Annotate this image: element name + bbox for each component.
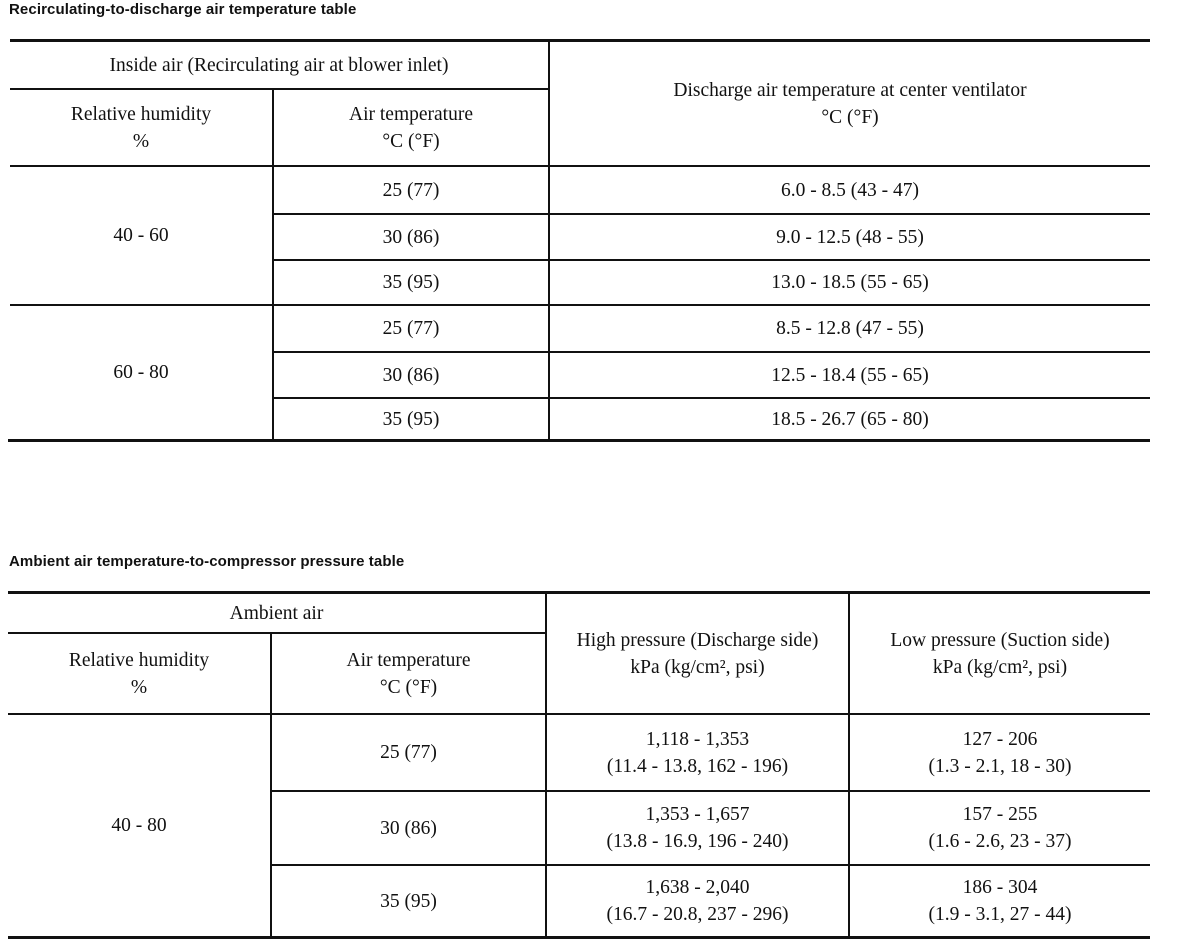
table2-low-pressure-header: Low pressure (Suction side) kPa (kg/cm², psi) [890,629,1110,678]
table1-humidity-cell: 40 - 60 [113,225,169,246]
table1-title: Recirculating-to-discharge air temperature table [9,1,357,18]
table1-air-temp-cell: 25 (77) [382,318,440,339]
table2-rh-header: Relative humidity % [68,649,210,698]
table2-temp-header: Air temperature °C (°F) [346,649,471,698]
table1-discharge-cell: 18.5 - 26.7 (65 - 80) [771,408,929,430]
table1-discharge-cell: 13.0 - 18.5 (55 - 65) [771,272,929,293]
table2-humidity-cell: 40 - 80 [111,815,167,836]
table1-air-temp-cell: 35 (95) [382,272,440,293]
table1-discharge-header: Discharge air temperature at center ventilator °C (°F) [673,79,1027,128]
table1-group-header: Inside air (Recirculating air at blower inlet) [109,54,449,76]
table1-humidity-cell: 60 - 80 [113,362,169,383]
table1-discharge-cell: 6.0 - 8.5 (43 - 47) [780,179,920,201]
table2-bottom-rule [8,936,1150,939]
table2-group-header: Ambient air [229,602,324,624]
table1-bottom-rule [8,439,1150,442]
table2-low-pressure-cell: 186 - 304 (1.9 - 3.1, 27 - 44) [928,877,1072,925]
table1-discharge-cell: 8.5 - 12.8 (47 - 55) [776,318,924,339]
table2-air-temp-cell: 30 (86) [380,817,437,839]
table1-air-temp-cell: 25 (77) [382,179,440,201]
table2-title: Ambient air temperature-to-compressor pressure table [9,553,405,570]
table2-air-temp-cell: 35 (95) [380,890,437,912]
table2-high-pressure-header: High pressure (Discharge side) kPa (kg/cm², psi) [576,629,819,678]
table1-air-temp-cell: 35 (95) [382,408,440,430]
table2-high-pressure-cell: 1,638 - 2,040 (16.7 - 20.8, 237 - 296) [606,877,789,925]
table2-high-pressure-cell: 1,118 - 1,353 (11.4 - 13.8, 162 - 196) [606,728,789,777]
table1-temp-header: Air temperature °C (°F) [349,103,473,152]
table1-air-temp-cell: 30 (86) [382,364,440,386]
table1-rh-header: Relative humidity % [70,103,212,152]
table2-air-temp-cell: 25 (77) [380,742,437,763]
table1-air-temp-cell: 30 (86) [382,226,440,248]
table2-low-pressure-cell: 157 - 255 (1.6 - 2.6, 23 - 37) [928,804,1072,852]
table1-discharge-cell: 12.5 - 18.4 (55 - 65) [771,364,929,386]
table2-high-pressure-cell: 1,353 - 1,657 (13.8 - 16.9, 196 - 240) [606,804,789,852]
table2-low-pressure-cell: 127 - 206 (1.3 - 2.1, 18 - 30) [928,728,1072,777]
table1-discharge-cell: 9.0 - 12.5 (48 - 55) [776,226,924,248]
